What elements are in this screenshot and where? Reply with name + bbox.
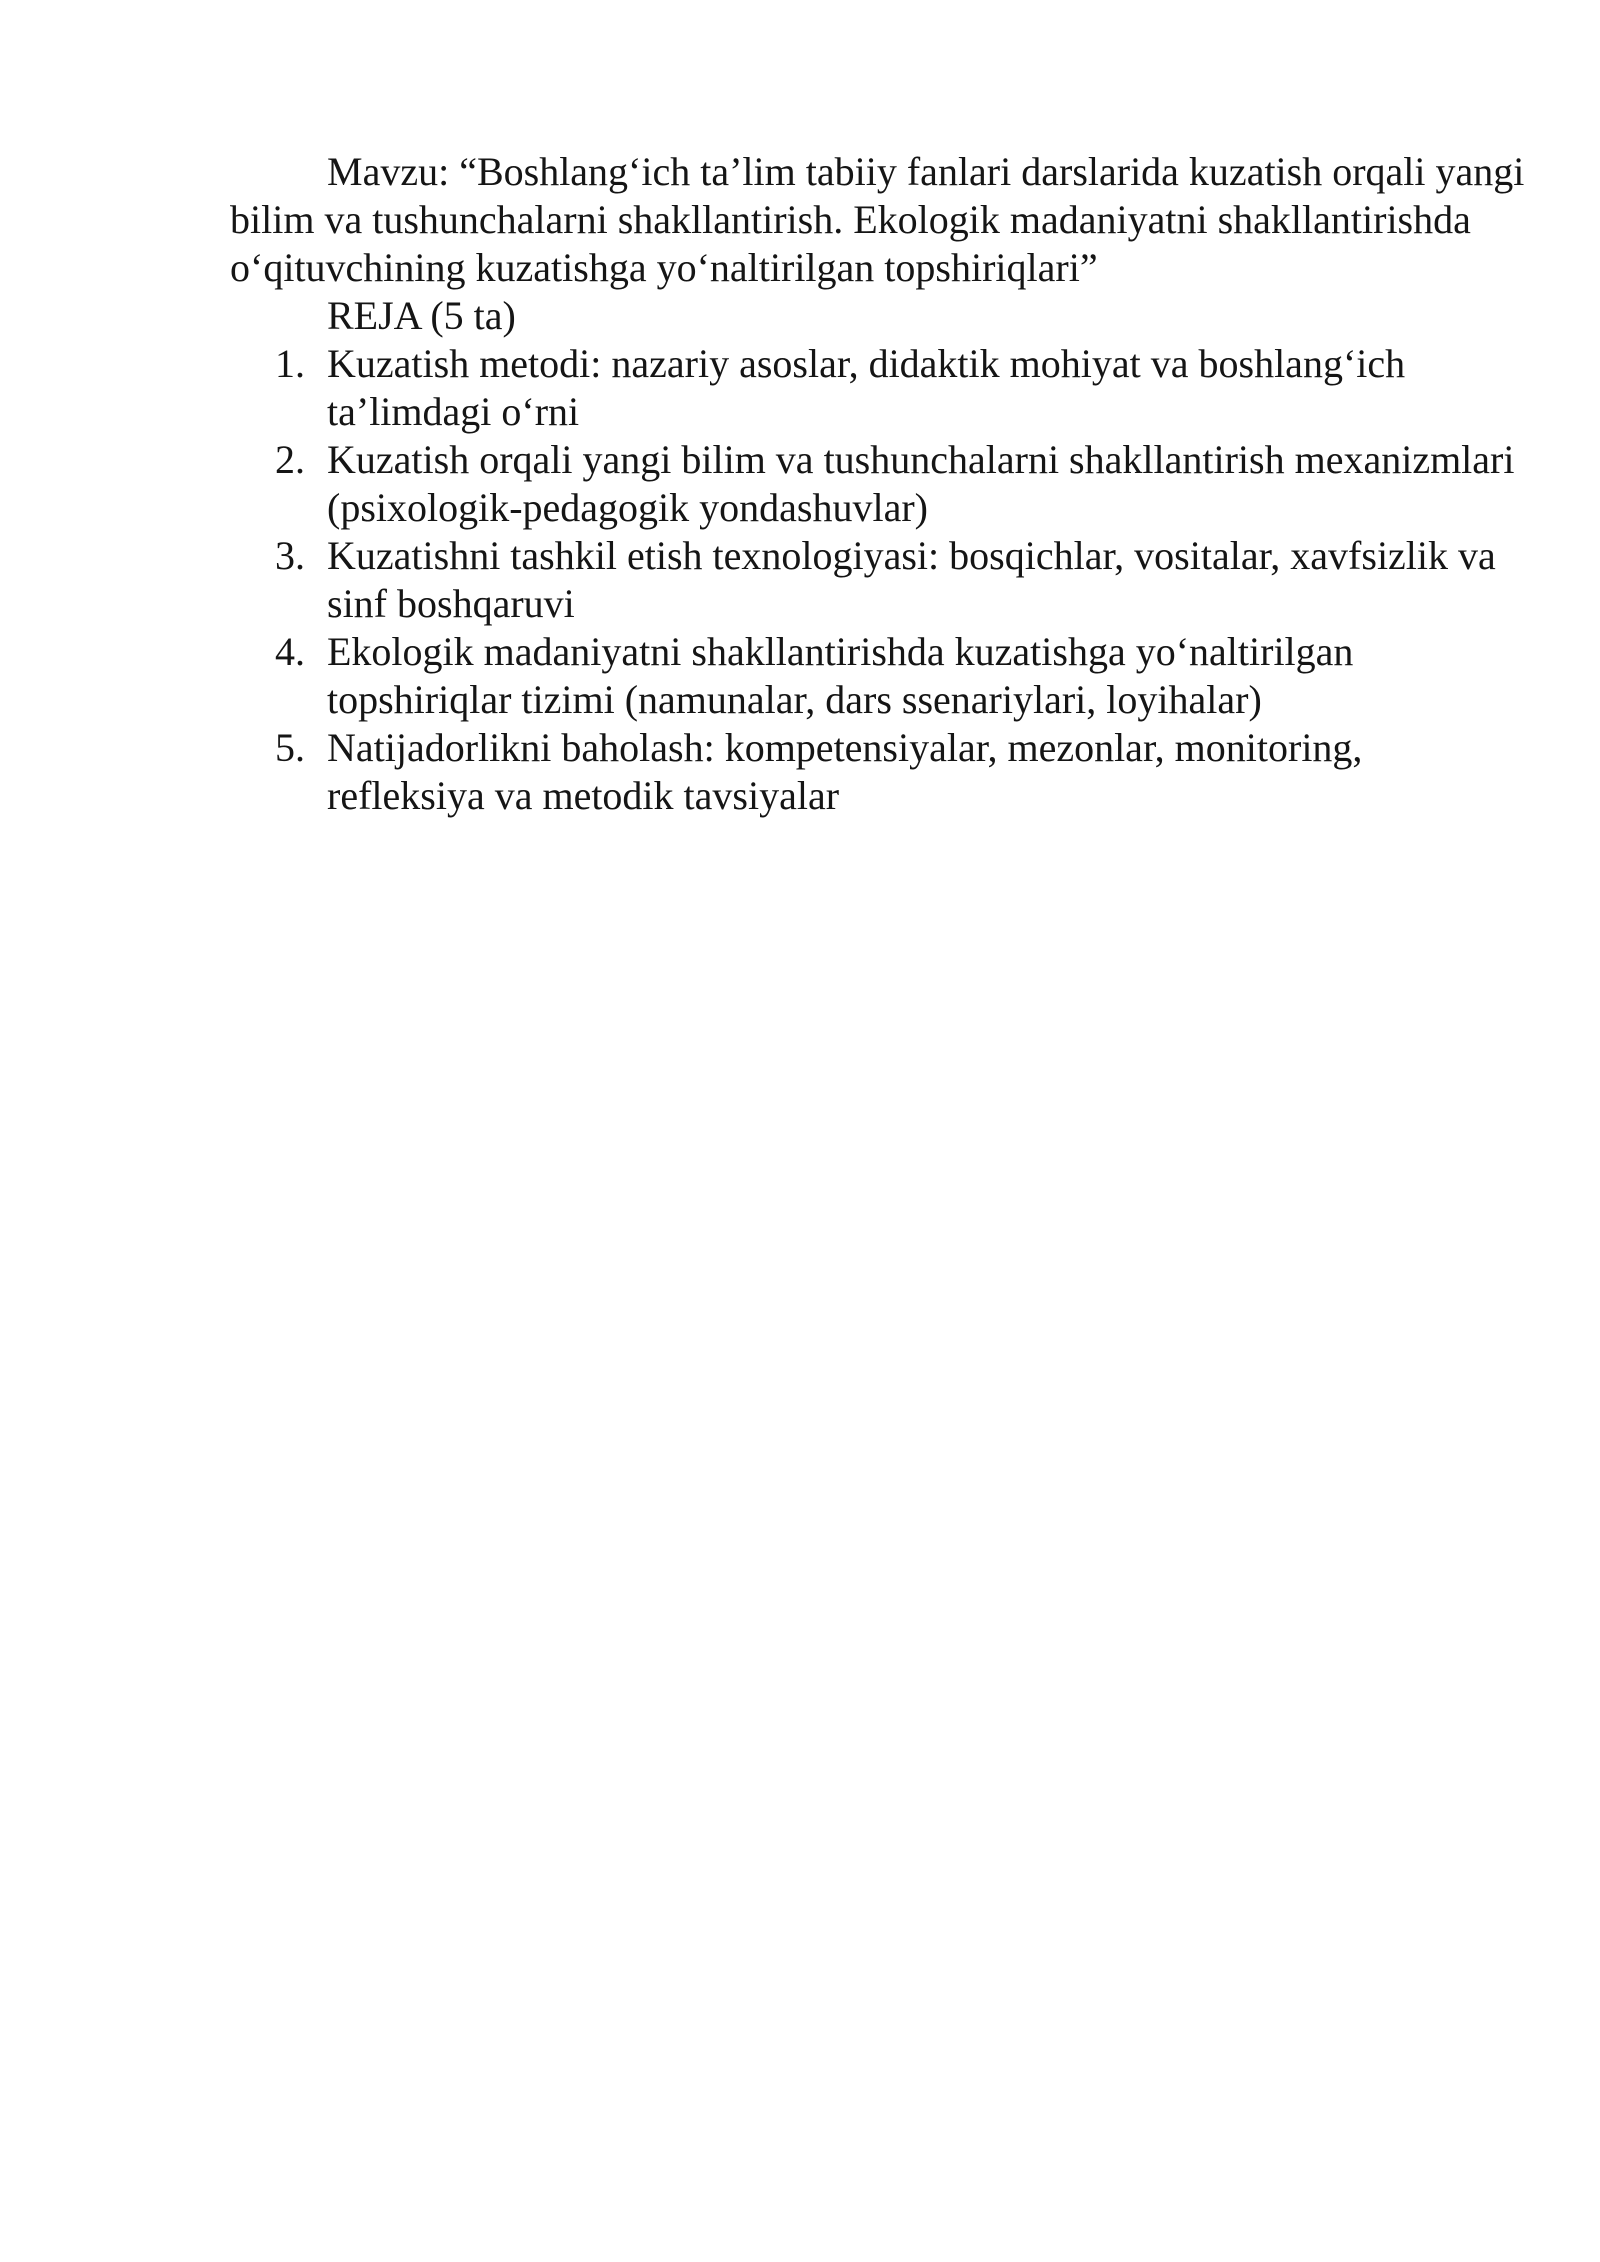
plan-item-5 [230,724,1530,820]
plan-item-3 [230,532,1530,628]
plan-list [230,340,1530,820]
plan-item-text: Ekologik madaniyatni shakllantirishda kuzatishga yo‘naltirilgan topshiriqlar tizimi (namunalar, dars ssenariylari, loyihalar) [327,629,1354,722]
topic-paragraph: Mavzu: “Boshlang‘ich ta’lim tabiiy fanlari darslarida kuzatish orqali yangi bilim va tushunchalarni shakllantirish. Ekologik madaniyatni shakllantirishda o‘qituvchining kuzatishga yo‘naltirilgan topshiriqlari” [230,149,1525,290]
plan-item-text: Kuzatishni tashkil etish texnologiyasi: bosqichlar, vositalar, xavfsizlik va sinf boshqaruvi [327,533,1496,626]
plan-heading: REJA (5 ta) [327,293,516,338]
plan-item-number: 3. [275,533,305,578]
document-body [230,148,1530,820]
plan-item-text: Kuzatish orqali yangi bilim va tushunchalarni shakllantirish mexanizmlari (psixologik-pedagogik yondashuvlar) [327,437,1515,530]
plan-item-text: Kuzatish metodi: nazariy asoslar, didaktik mohiyat va boshlang‘ich ta’limdagi o‘rni [327,341,1406,434]
plan-item-number: 2. [275,437,305,482]
plan-item-2 [230,436,1530,532]
plan-item-number: 1. [275,341,305,386]
plan-item-text: Natijadorlikni baholash: kompetensiyalar, mezonlar, monitoring, refleksiya va metodik tavsiyalar [327,725,1363,818]
plan-item-4 [230,628,1530,724]
plan-item-number: 5. [275,725,305,770]
plan-item-number: 4. [275,629,305,674]
plan-item-1 [230,340,1530,436]
